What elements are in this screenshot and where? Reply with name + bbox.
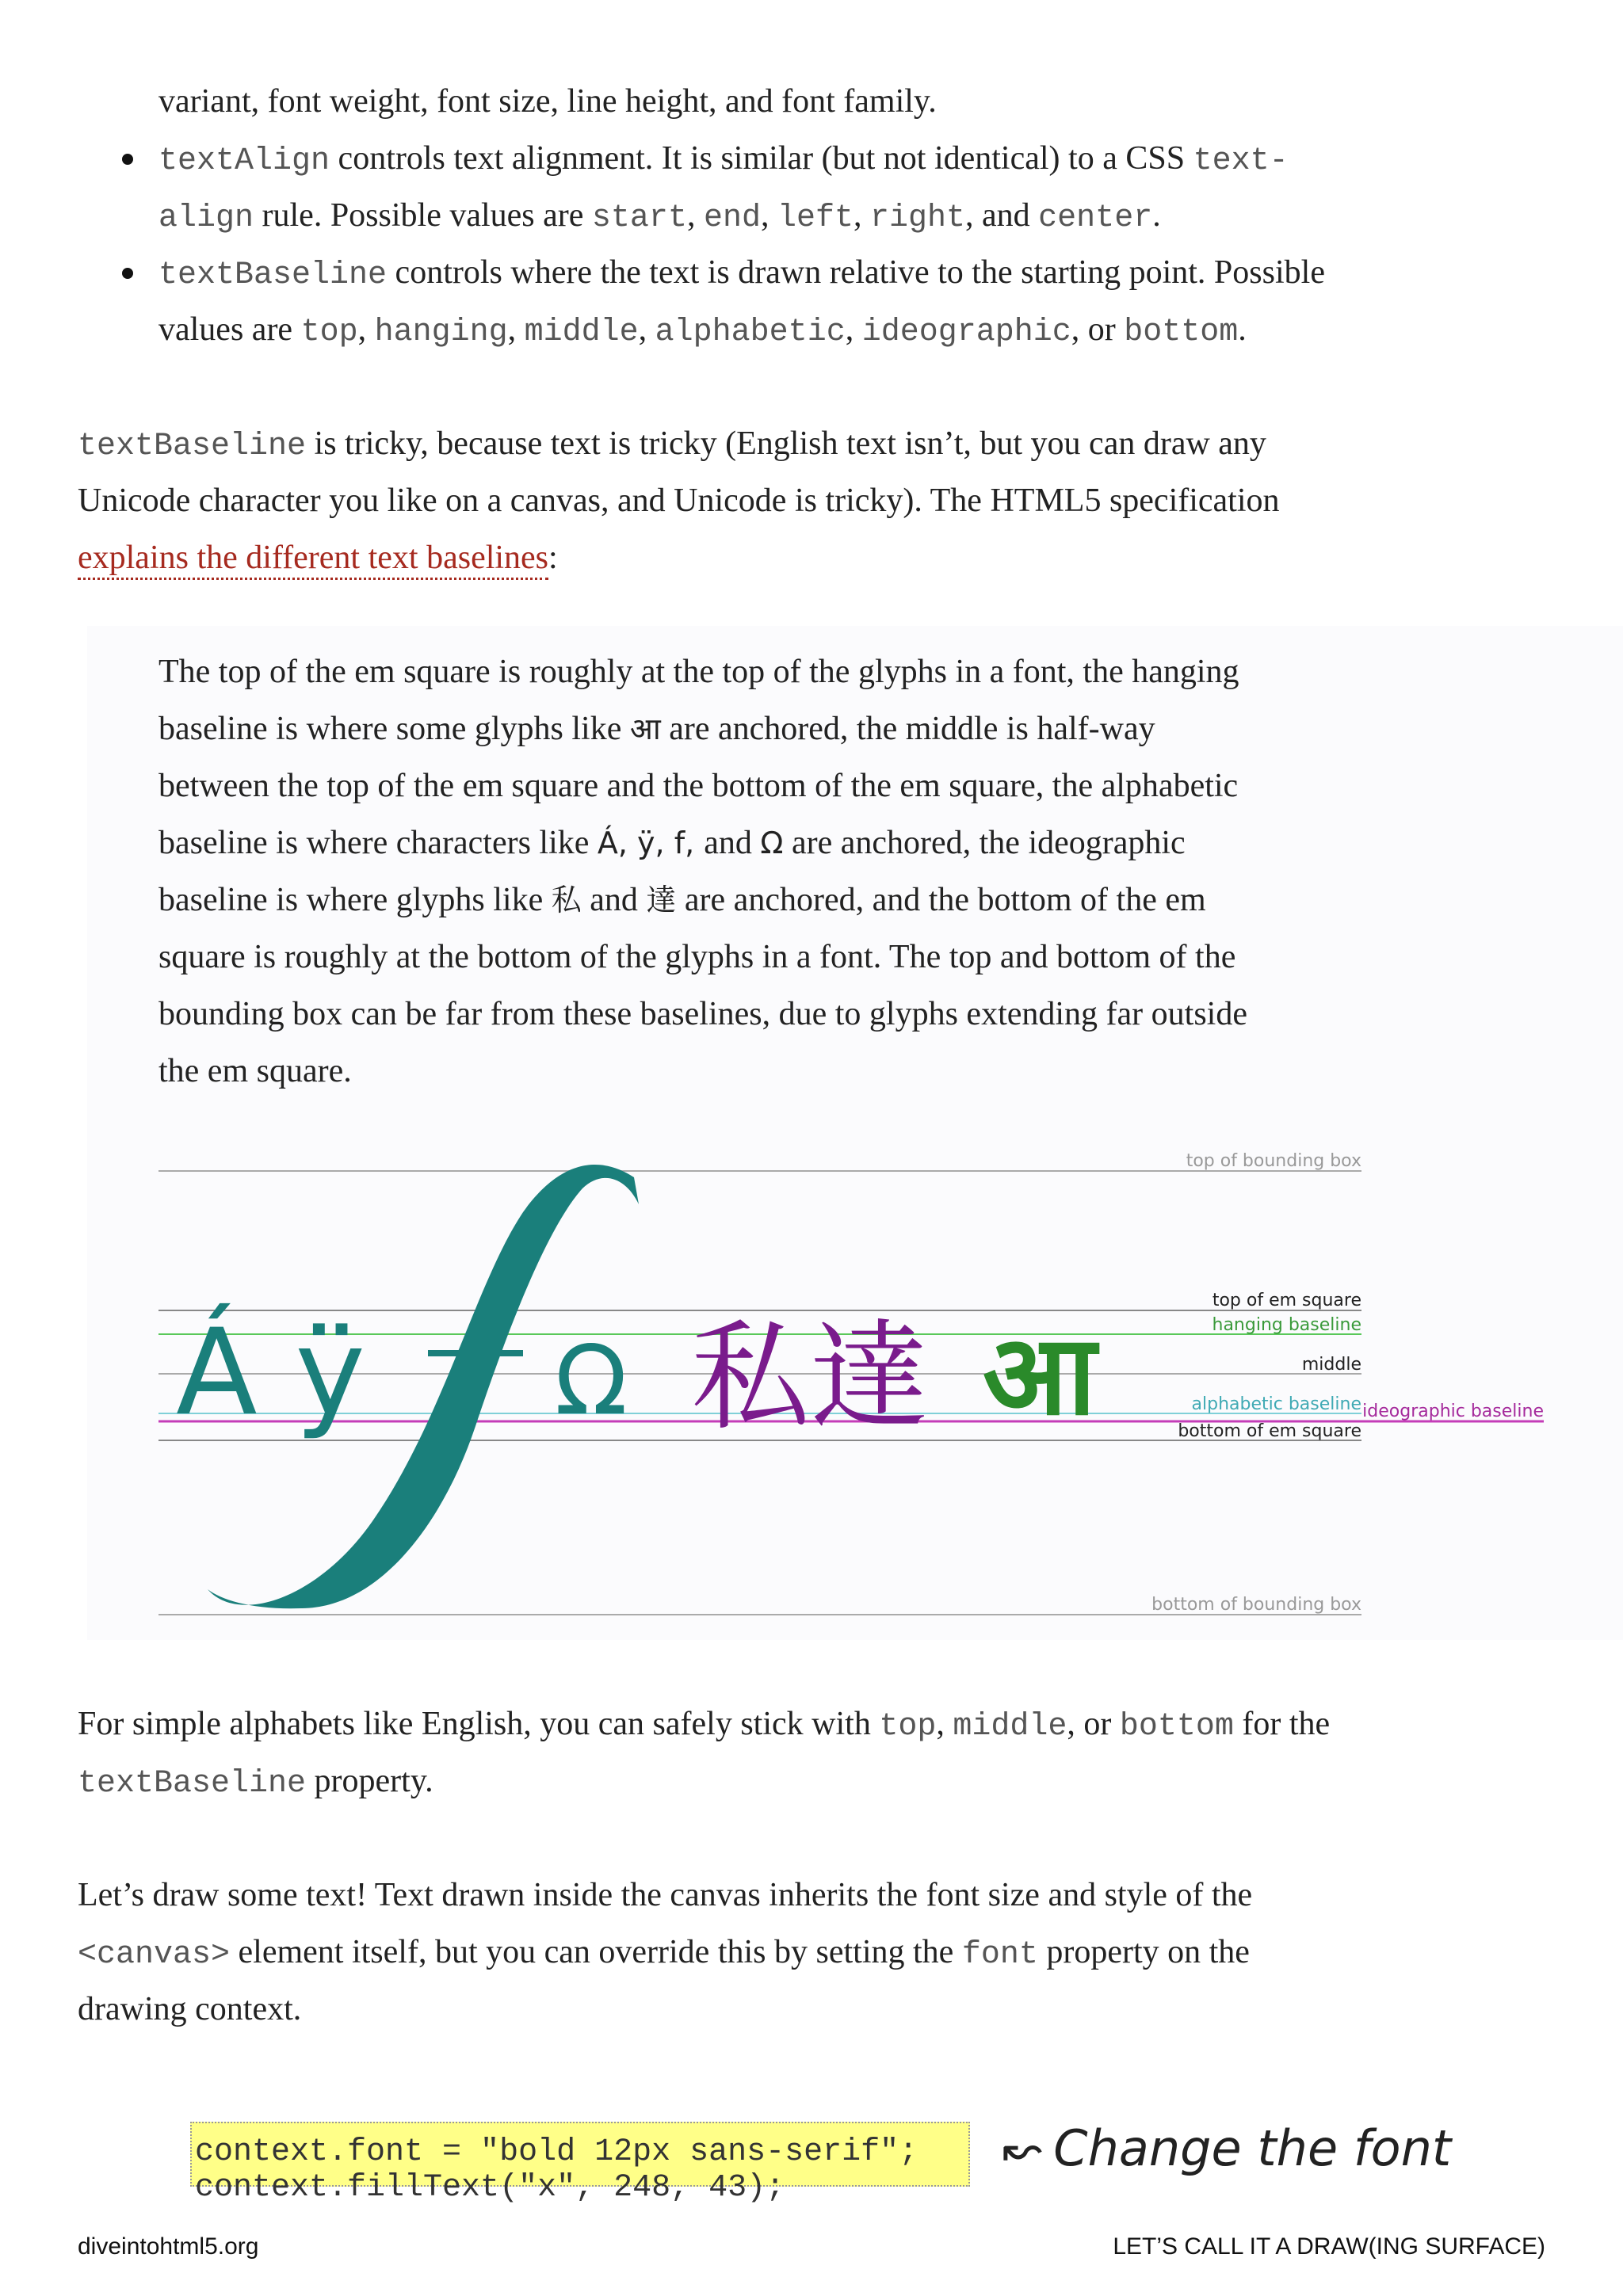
label-bottom-em: bottom of em square — [1178, 1421, 1361, 1441]
cjk-glyph: 達 — [646, 883, 677, 917]
code-value: hanging — [374, 315, 508, 350]
diagram-omega-glyph: Ω — [555, 1326, 628, 1436]
code-value: bottom — [1119, 1709, 1234, 1745]
para-text: Let’s draw some text! Text drawn inside the canvas inherits the font size and style of the — [78, 1877, 1253, 1913]
code-line-1: context.font = "bold 12px sans-serif"; — [195, 2134, 918, 2170]
bullet-text: values are — [158, 311, 301, 348]
code-value: bottom — [1124, 315, 1239, 350]
para2-line1 — [78, 1695, 1330, 1756]
sep: , — [853, 197, 870, 234]
code-value: middle — [953, 1709, 1067, 1745]
code-textalign: textAlign — [158, 143, 330, 179]
sep: , — [638, 311, 655, 348]
quote-text: baseline is where characters like — [158, 825, 598, 861]
para-text: property on the — [1037, 1934, 1250, 1970]
para3-line2 — [78, 1924, 1250, 1984]
code-textbaseline: textBaseline — [78, 429, 307, 464]
quote-text: bounding box can be far from these baselines, due to glyphs extending far outside — [158, 996, 1247, 1032]
sep: , — [507, 311, 525, 348]
quote-text: are anchored, and the bottom of the em — [676, 882, 1206, 918]
para3-line3 — [78, 1981, 301, 2038]
colon: : — [548, 540, 558, 576]
label-middle: middle — [1301, 1355, 1361, 1375]
code-line-2: context.fillText("x", 248, 43); — [195, 2170, 785, 2206]
code-value: end — [703, 200, 761, 236]
para2-line2 — [78, 1753, 433, 1813]
label-top-em: top of em square — [1212, 1291, 1361, 1310]
sep: , — [845, 311, 862, 348]
change-font-callout — [1002, 2117, 1451, 2180]
code-font: font — [961, 1937, 1038, 1973]
sep: , — [357, 311, 375, 348]
label-ideographic: ideographic baseline — [1362, 1402, 1544, 1421]
omega-glyph: Ω — [760, 826, 784, 860]
code-text-align-2: align — [158, 200, 254, 236]
sep: , — [760, 197, 777, 234]
code-canvas: <canvas> — [78, 1937, 231, 1973]
quote-text: and — [704, 825, 761, 861]
label-hanging: hanging baseline — [1212, 1315, 1361, 1335]
code-textbaseline: textBaseline — [78, 1766, 307, 1802]
sep: . — [1152, 197, 1161, 234]
para-text: Unicode character you like on a canvas, and Unicode is tricky). The HTML5 specification — [78, 482, 1280, 519]
diagram-cjk-glyphs: 私達 — [691, 1309, 930, 1447]
bullet-text: controls where the text is drawn relative to the starting point. Possible — [387, 254, 1325, 291]
sep: , — [686, 197, 704, 234]
label-top-bbox: top of bounding box — [1186, 1151, 1361, 1171]
quote-text: baseline is where some glyphs like — [158, 711, 630, 747]
sep: , — [936, 1706, 953, 1742]
quote-text: baseline is where glyphs like — [158, 882, 552, 918]
code-textbaseline: textBaseline — [158, 257, 388, 293]
sep: , and — [965, 197, 1039, 234]
code-value: top — [879, 1709, 937, 1745]
diagram-latin-glyphs: Á ÿ — [176, 1304, 366, 1442]
sep: . — [1238, 311, 1247, 348]
code-value: center — [1038, 200, 1153, 236]
label-alphabetic: alphabetic baseline — [1191, 1394, 1361, 1414]
code-value: middle — [524, 315, 639, 350]
para-text: drawing context. — [78, 1991, 302, 2027]
devanagari-glyph: आ — [629, 711, 661, 746]
para-text: property. — [306, 1763, 433, 1799]
callout-text: Change the font — [1053, 2119, 1452, 2177]
bullet-text: controls text alignment. It is similar (but not identical) to a CSS — [330, 140, 1193, 177]
sep: , or — [1071, 311, 1125, 348]
diagram-devanagari-glyph: आ — [983, 1311, 1097, 1440]
code-line-2-cutoff — [195, 2170, 845, 2206]
quote-text: between the top of the em square and the bottom of the em square, the alphabetic — [158, 768, 1239, 804]
para-text: for the — [1233, 1706, 1331, 1742]
sep: , or — [1067, 1706, 1120, 1742]
para-text: element itself, but you can override this by setting the — [230, 1934, 962, 1970]
code-value: left — [777, 200, 854, 236]
code-text-align-1: text- — [1193, 143, 1289, 179]
footer-chapter: LET’S CALL IT A DRAW(ING SURFACE) — [1113, 2233, 1545, 2260]
quote-text: square is roughly at the bottom of the glyphs in a font. The top and bottom of the — [158, 939, 1236, 975]
bullet-text: rule. Possible values are — [254, 197, 592, 234]
quote-text: are anchored, the ideographic — [783, 825, 1186, 861]
quote-text: The top of the em square is roughly at the top of the glyphs in a font, the hanging — [158, 654, 1239, 690]
latin-glyphs: Á, ÿ, f, — [597, 826, 705, 860]
code-value: ideographic — [861, 315, 1071, 350]
code-value: top — [300, 315, 358, 350]
code-value: start — [591, 200, 687, 236]
quote-text: the em square. — [158, 1053, 352, 1089]
para-text: is tricky, because text is tricky (English text isn’t, but you can draw any — [306, 425, 1266, 462]
code-value: alphabetic — [655, 315, 846, 350]
quote-text: are anchored, the middle is half-way — [660, 711, 1155, 747]
footer-site: diveintohtml5.org — [78, 2233, 259, 2260]
para-text: For simple alphabets like English, you can safely stick with — [78, 1706, 880, 1742]
cjk-glyph: 私 — [551, 883, 582, 917]
label-bottom-bbox: bottom of bounding box — [1151, 1595, 1361, 1615]
spec-baselines-link[interactable]: explains the different text baselines — [78, 540, 548, 580]
curved-arrow-icon: ↜ — [1002, 2122, 1043, 2177]
quote-text: and — [581, 882, 647, 918]
code-value: right — [869, 200, 966, 236]
intro-text: variant, font weight, font size, line height, and font family. — [158, 83, 937, 120]
para3-line1 — [78, 1867, 1252, 1924]
